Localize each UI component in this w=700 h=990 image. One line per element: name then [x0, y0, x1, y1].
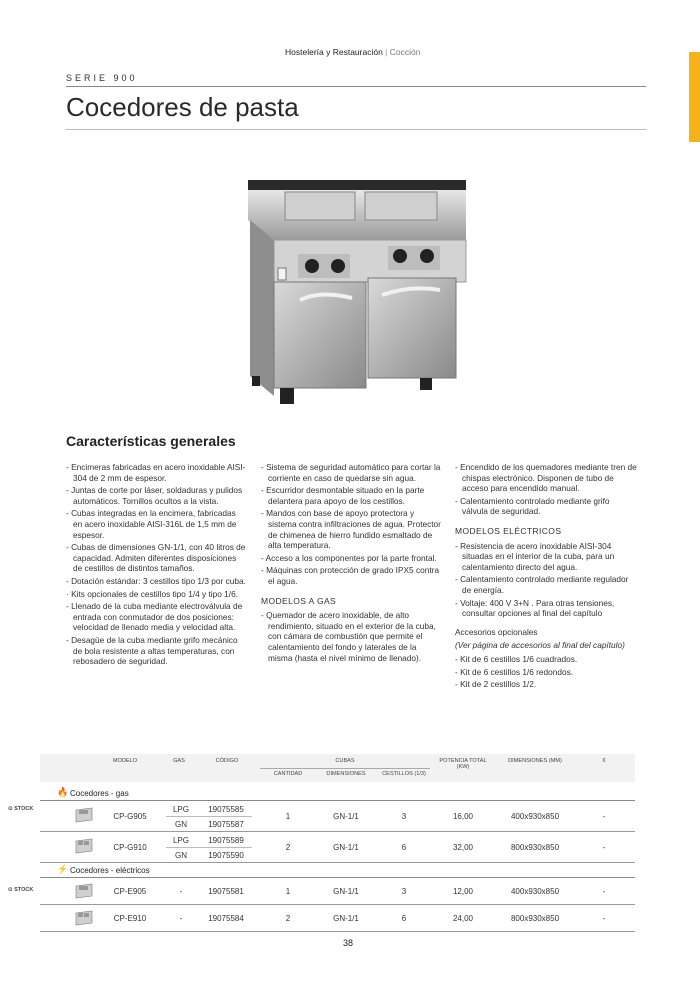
col-gas: GAS	[173, 758, 185, 764]
cestillos: 6	[401, 843, 407, 852]
gas-type: -	[179, 887, 183, 896]
feature-item: - Máquinas con protección de grado IPX5 contra el agua.	[261, 565, 440, 586]
accessories-heading: Accesorios opcionales	[455, 626, 538, 637]
feature-item: - Encendido de los quemadores mediante tren de chispas electrónico. Disponen de tubo de acceso para encendido manual.	[455, 462, 637, 494]
dimensiones: GN-1/1	[333, 887, 359, 896]
precio: -	[602, 887, 606, 896]
dimensiones: GN-1/1	[333, 843, 359, 852]
table-header	[40, 754, 635, 782]
model-name: CP-E905	[113, 887, 147, 896]
model-name: CP-E910	[113, 914, 147, 923]
product-thumbnail	[74, 882, 94, 900]
precio: -	[602, 812, 606, 821]
divider	[66, 86, 646, 87]
col-potencia: POTENCIA TOTAL (KW)	[439, 758, 487, 770]
feature-item: - Dotación estándar: 3 cestillos tipo 1/3 por cuba.	[66, 575, 246, 586]
gas-models-heading: MODELOS A GAS	[261, 595, 337, 606]
electric-models-heading: MODELOS ELÉCTRICOS	[455, 525, 562, 536]
precio: -	[602, 914, 606, 923]
dimensiones-mm: 400x930x850	[510, 812, 560, 821]
header-separator: |	[385, 47, 388, 57]
col-modelo: MODELO	[112, 758, 138, 764]
features-column-3	[455, 462, 637, 692]
feature-item: - Voltaje: 400 V 3+N . Para otras tensiones, consultar opciones al final del capítulo	[455, 597, 615, 619]
accessory-item: - Kit de 6 cestillos 1/6 redondos.	[455, 666, 574, 677]
potencia: 12,00	[452, 887, 474, 896]
feature-item: - Encimeras fabricadas en acero inoxidable AISI-304 de 2 mm de espesor.	[66, 462, 246, 483]
dimensiones-mm: 800x930x850	[510, 914, 560, 923]
gas-type: LPG	[172, 836, 189, 845]
cantidad: 1	[285, 887, 291, 896]
product-code: 19075584	[208, 914, 244, 923]
cantidad: 1	[285, 812, 291, 821]
product-code: 19075581	[208, 887, 244, 896]
page-title: Cocedores de pasta	[66, 92, 299, 122]
feature-item: - Calentamiento controlado mediante grifo válvula de seguridad.	[455, 495, 610, 517]
lightning-icon: ⚡	[57, 864, 69, 874]
feature-item: - Sistema de seguridad automático para cortar la corriente en caso de quedarse sin agua.	[261, 462, 441, 483]
dimensiones: GN-1/1	[333, 914, 359, 923]
header-subsection: Cocción	[389, 47, 421, 57]
col-cubas: CUBAS	[335, 758, 355, 764]
feature-item: - Quemador de acero inoxidable, de alto rendimiento, situado en el exterior de la cuba, con cámara de combustión que permite el calentamiento del fondo y laterales de la misma (hasta el nivel mínimo de llenado).	[261, 610, 436, 663]
product-thumbnail	[74, 909, 94, 927]
precio: -	[602, 843, 606, 852]
stock-badge: ⊙ STOCK	[8, 887, 34, 893]
col-precio: €	[602, 758, 606, 764]
stock-badge: ⊙ STOCK	[8, 806, 34, 812]
page-number: 38	[343, 938, 354, 948]
features-column-1	[66, 462, 246, 669]
accessories-note: (Ver página de accesorios al final del capítulo)	[455, 640, 625, 651]
feature-item: - Llenado de la cuba mediante electroválvula de entrada con conmutador de dos posiciones: velocidad de llenado media y velocidad alta.	[66, 601, 243, 633]
table-row	[8, 801, 635, 832]
category-row-electric	[40, 863, 635, 877]
product-thumbnail	[74, 837, 94, 855]
model-name: CP-G910	[113, 843, 147, 852]
potencia: 16,00	[452, 812, 474, 821]
characteristics-heading: Características generales	[66, 433, 236, 449]
dimensiones-mm: 800x930x850	[510, 843, 560, 852]
chapter-tab	[689, 52, 700, 142]
dimensiones-mm: 400x930x850	[510, 887, 560, 896]
cantidad: 2	[285, 843, 291, 852]
feature-item: - Acceso a los componentes por la parte frontal.	[261, 552, 437, 563]
col-cantidad: CANTIDAD	[273, 771, 303, 777]
cestillos: 3	[401, 812, 407, 821]
header-section: Hostelería y Restauración	[285, 47, 383, 57]
feature-item: · Kits opcionales de cestillos tipo 1/4 y tipo 1/6.	[66, 588, 239, 599]
feature-item: - Cubas integradas en la encimera, fabricadas en acero inoxidable AISI-316L de 1,5 mm de espesor.	[66, 508, 237, 540]
cestillos: 3	[401, 887, 407, 896]
divider	[66, 129, 646, 130]
feature-item: - Cubas de dimensiones GN-1/1, con 40 litros de capacidad. Admiten diferentes disposiciones de cestillos de distintos tamaños.	[66, 542, 246, 574]
col-dimensiones-mm: DIMENSIONES (MM)	[508, 758, 562, 764]
product-code: 19075587	[208, 820, 244, 829]
gas-type: GN	[175, 851, 187, 860]
product-code: 19075590	[208, 851, 244, 860]
feature-item: - Calentamiento controlado mediante regulador de energía.	[455, 574, 629, 595]
product-code: 19075589	[208, 836, 244, 845]
col-dimensiones: DIMENSIONES	[326, 771, 366, 777]
features-column-2	[261, 462, 441, 665]
potencia: 24,00	[452, 914, 474, 923]
category-label: Cocedores - eléctricos	[70, 866, 150, 875]
accessory-item: - Kit de 2 cestillos 1/2.	[455, 679, 537, 690]
pasta-cooker-image	[240, 170, 470, 410]
gas-type: LPG	[172, 805, 189, 814]
cantidad: 2	[285, 914, 291, 923]
feature-item: - Escurridor desmontable situado en la parte delantera para apoyo de los cestillos.	[261, 485, 425, 506]
accessory-item: - Kit de 6 cestillos 1/6 cuadrados.	[455, 653, 578, 664]
table-row	[40, 832, 635, 863]
dimensiones: GN-1/1	[333, 812, 359, 821]
col-codigo: CÓDIGO	[215, 758, 239, 764]
flame-icon: 🔥	[57, 787, 69, 797]
series-label: SERIE 900	[66, 73, 138, 83]
category-label: Cocedores - gas	[70, 789, 129, 798]
feature-item: - Mandos con base de apoyo protectora y sistema contra infiltraciones de agua. Protector de chimenea de hierro fundido esmaltado de alta temperatura.	[261, 508, 441, 551]
model-name: CP-G905	[113, 812, 147, 821]
table-row	[8, 878, 635, 905]
potencia: 32,00	[452, 843, 474, 852]
table-row	[40, 905, 635, 932]
col-cestillos: CESTILLOS (1/3)	[382, 771, 426, 777]
gas-type: -	[179, 914, 183, 923]
feature-item: - Resistencia de acero inoxidable AISI-304 situadas en el interior de la cuba, para un calentamiento directo del agua.	[455, 540, 615, 572]
header-breadcrumb	[285, 47, 420, 57]
product-thumbnail	[74, 806, 94, 824]
product-table	[8, 754, 635, 932]
feature-item: - Juntas de corte por láser, soldaduras y pulidos automáticos. Tornillos ocultos a la vista.	[66, 485, 243, 506]
feature-item: - Desagüe de la cuba mediante grifo mecánico de bola resistente a altas temperaturas, con rebosadero de seguridad.	[66, 634, 238, 667]
product-code: 19075585	[208, 805, 244, 814]
cestillos: 6	[401, 914, 407, 923]
gas-type: GN	[175, 820, 187, 829]
category-row-gas	[40, 786, 635, 800]
